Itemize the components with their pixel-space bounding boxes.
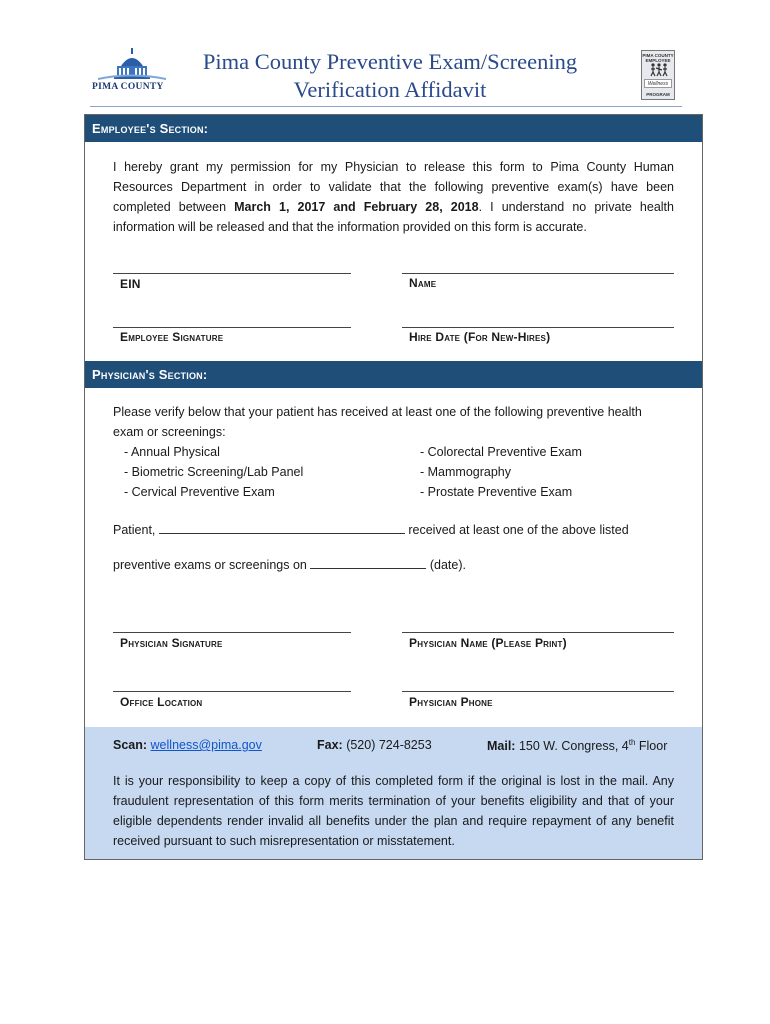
physician-section-heading: Physician's Section:	[85, 361, 702, 388]
ein-line[interactable]	[113, 273, 351, 274]
patient-prefix: Patient,	[113, 523, 156, 537]
list-item: - Annual Physical	[124, 445, 220, 459]
employee-signature-label: Employee Signature	[120, 330, 224, 344]
physician-signature-line[interactable]	[113, 632, 351, 633]
disclaimer-text: It is your responsibility to keep a copy of this completed form if the original is lost in the mail. Any fraudulent representation of this form merits termination of your benefits eligibility and that of your eligible dependents render invalid all benefits under the plan and require repayment of any benefit received pursuant to such misrepresentation or misstatement.	[113, 774, 674, 848]
consent-date-range: March 1, 2017 and February 28, 2018	[234, 200, 479, 214]
fax-number: (520) 724-8253	[346, 738, 432, 752]
wellness-logo-top-text: PIMA COUNTY EMPLOYEE	[642, 53, 674, 63]
date-suffix: (date).	[429, 558, 466, 572]
date-prefix: preventive exams or screenings on	[113, 558, 307, 572]
exam-list-left	[124, 442, 303, 502]
patient-line	[113, 521, 629, 537]
fax-label: Fax:	[317, 738, 343, 752]
county-logo-text: PIMA COUNTY	[92, 82, 164, 92]
mail-label: Mail:	[487, 739, 516, 754]
fax-contact	[317, 738, 432, 752]
mail-address-text: 150 W. Congress, 4	[518, 739, 629, 754]
wellness-program-logo	[641, 50, 675, 100]
exam-date-blank[interactable]	[310, 556, 426, 569]
wellness-logo-bottom-text: PROGRAM	[646, 92, 670, 97]
employee-consent-text	[113, 157, 674, 237]
mail-address-floor: Floor	[635, 739, 668, 754]
scan-contact	[113, 738, 262, 752]
scan-label: Scan:	[113, 738, 148, 752]
mail-address	[519, 739, 667, 753]
employee-section-heading: Employee's Section:	[85, 115, 702, 142]
name-label: Name	[409, 276, 437, 290]
list-item: - Colorectal Preventive Exam	[420, 445, 582, 459]
physician-signature-label: Physician Signature	[120, 636, 223, 650]
patient-name-blank[interactable]	[159, 521, 405, 534]
physician-phone-line[interactable]	[402, 691, 674, 692]
office-location-label: Office Location	[120, 695, 203, 709]
list-item: - Biometric Screening/Lab Panel	[124, 465, 304, 479]
scan-email-link[interactable]: wellness@pima.gov	[150, 738, 262, 752]
mail-address-suffix: th	[628, 738, 636, 747]
patient-suffix: received at least one of the above listed	[408, 523, 629, 537]
name-line[interactable]	[402, 273, 674, 274]
wellness-logo-middle-text: Wellness	[644, 79, 672, 88]
consent-text-start: I hereby grant my permission for my Physician to release this form to Pima County Human Resources Department in order to validate that the following preventive exam(s) have been completed between	[113, 160, 674, 214]
list-item: - Prostate Preventive Exam	[420, 485, 573, 499]
ein-label: EIN	[120, 277, 141, 291]
physician-name-label: Physician Name (Please Print)	[409, 636, 567, 650]
title-line-2: Verification Affidavit	[293, 77, 487, 102]
physician-phone-label: Physician Phone	[409, 695, 493, 709]
physician-intro-text: Please verify below that your patient has received at least one of the following preventive health exam or screenings:	[113, 405, 642, 439]
employee-signature-line[interactable]	[113, 327, 351, 328]
wellness-figures-icon	[648, 63, 670, 77]
list-item: - Cervical Preventive Exam	[124, 485, 275, 499]
title-line-1: Pima County Preventive Exam/Screening	[202, 49, 578, 74]
physician-name-line[interactable]	[402, 632, 674, 633]
header-divider	[90, 106, 682, 107]
page-title	[160, 48, 620, 104]
list-item: - Mammography	[420, 465, 511, 479]
exam-list-right	[420, 442, 582, 502]
mail-contact	[487, 738, 667, 753]
office-location-line[interactable]	[113, 691, 351, 692]
hire-date-label: Hire Date (For New-Hires)	[409, 330, 551, 344]
consent-text-end: . I understand no private health information will be released and that the information provided on this form is accurate.	[113, 200, 674, 234]
hire-date-line[interactable]	[402, 327, 674, 328]
exam-date-line	[113, 556, 466, 572]
